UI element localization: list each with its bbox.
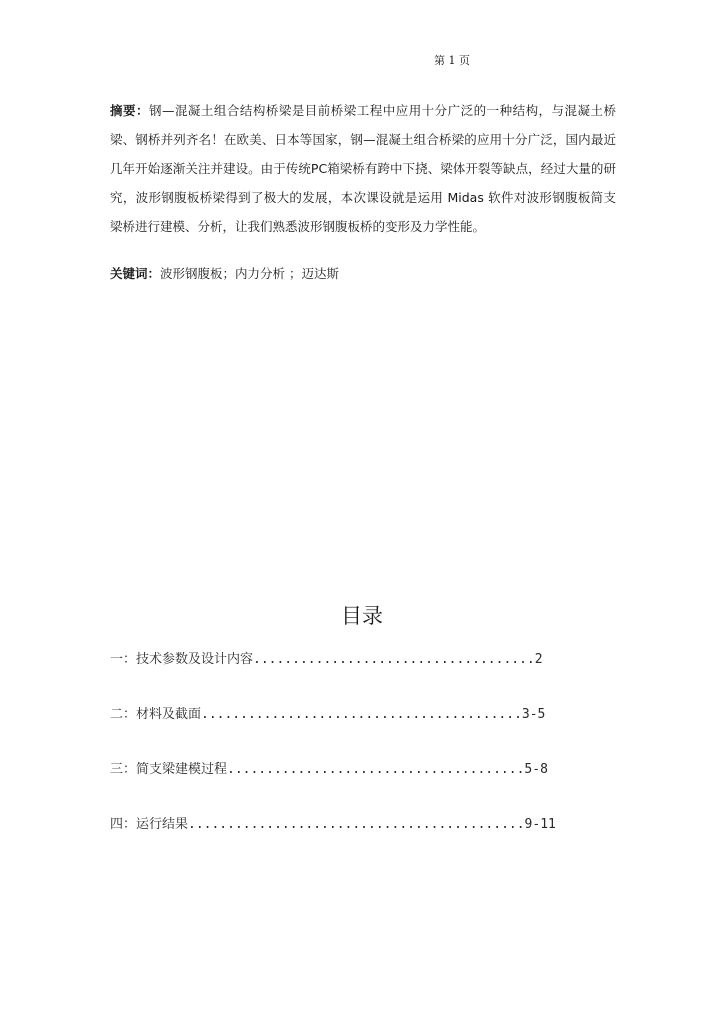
toc-item-3: 三：简支梁建模过程......................................5-8 xyxy=(110,762,548,777)
toc-item-1: 一：技术参数及设计内容....................................2 xyxy=(110,652,543,667)
abstract-paragraph xyxy=(110,96,616,241)
abstract-label: 摘要： xyxy=(110,103,149,118)
keywords-label: 关键词： xyxy=(110,266,161,281)
toc-item-4: 四：运行结果...........................................9-11 xyxy=(110,817,556,832)
toc-item-2: 二：材料及截面.........................................3-5 xyxy=(110,707,546,722)
toc-title: 目录 xyxy=(341,604,383,628)
page-number: 第 1 页 xyxy=(434,54,470,67)
keywords-line xyxy=(110,261,339,287)
keywords-text: 波形钢腹板；内力分析 ；迈达斯 xyxy=(160,266,339,281)
abstract-text: 钢—混凝土组合结构桥梁是目前桥梁工程中应用十分广泛的一种结构，与混凝土桥梁、钢桥并列齐名！在欧美、日本等国家，钢—混凝土组合桥梁的应用十分广泛，国内最近几年开始逐渐关注并建设。由于传统PC箱梁桥有跨中下挠、梁体开裂等缺点，经过大量的研究，波形钢腹板桥梁得到了极大的发展，本次课设就是运用 Midas 软件对波形钢腹板简支梁桥进行建模、分析，让我们熟悉波形钢腹板桥的变形及力学性能。 xyxy=(110,103,616,234)
